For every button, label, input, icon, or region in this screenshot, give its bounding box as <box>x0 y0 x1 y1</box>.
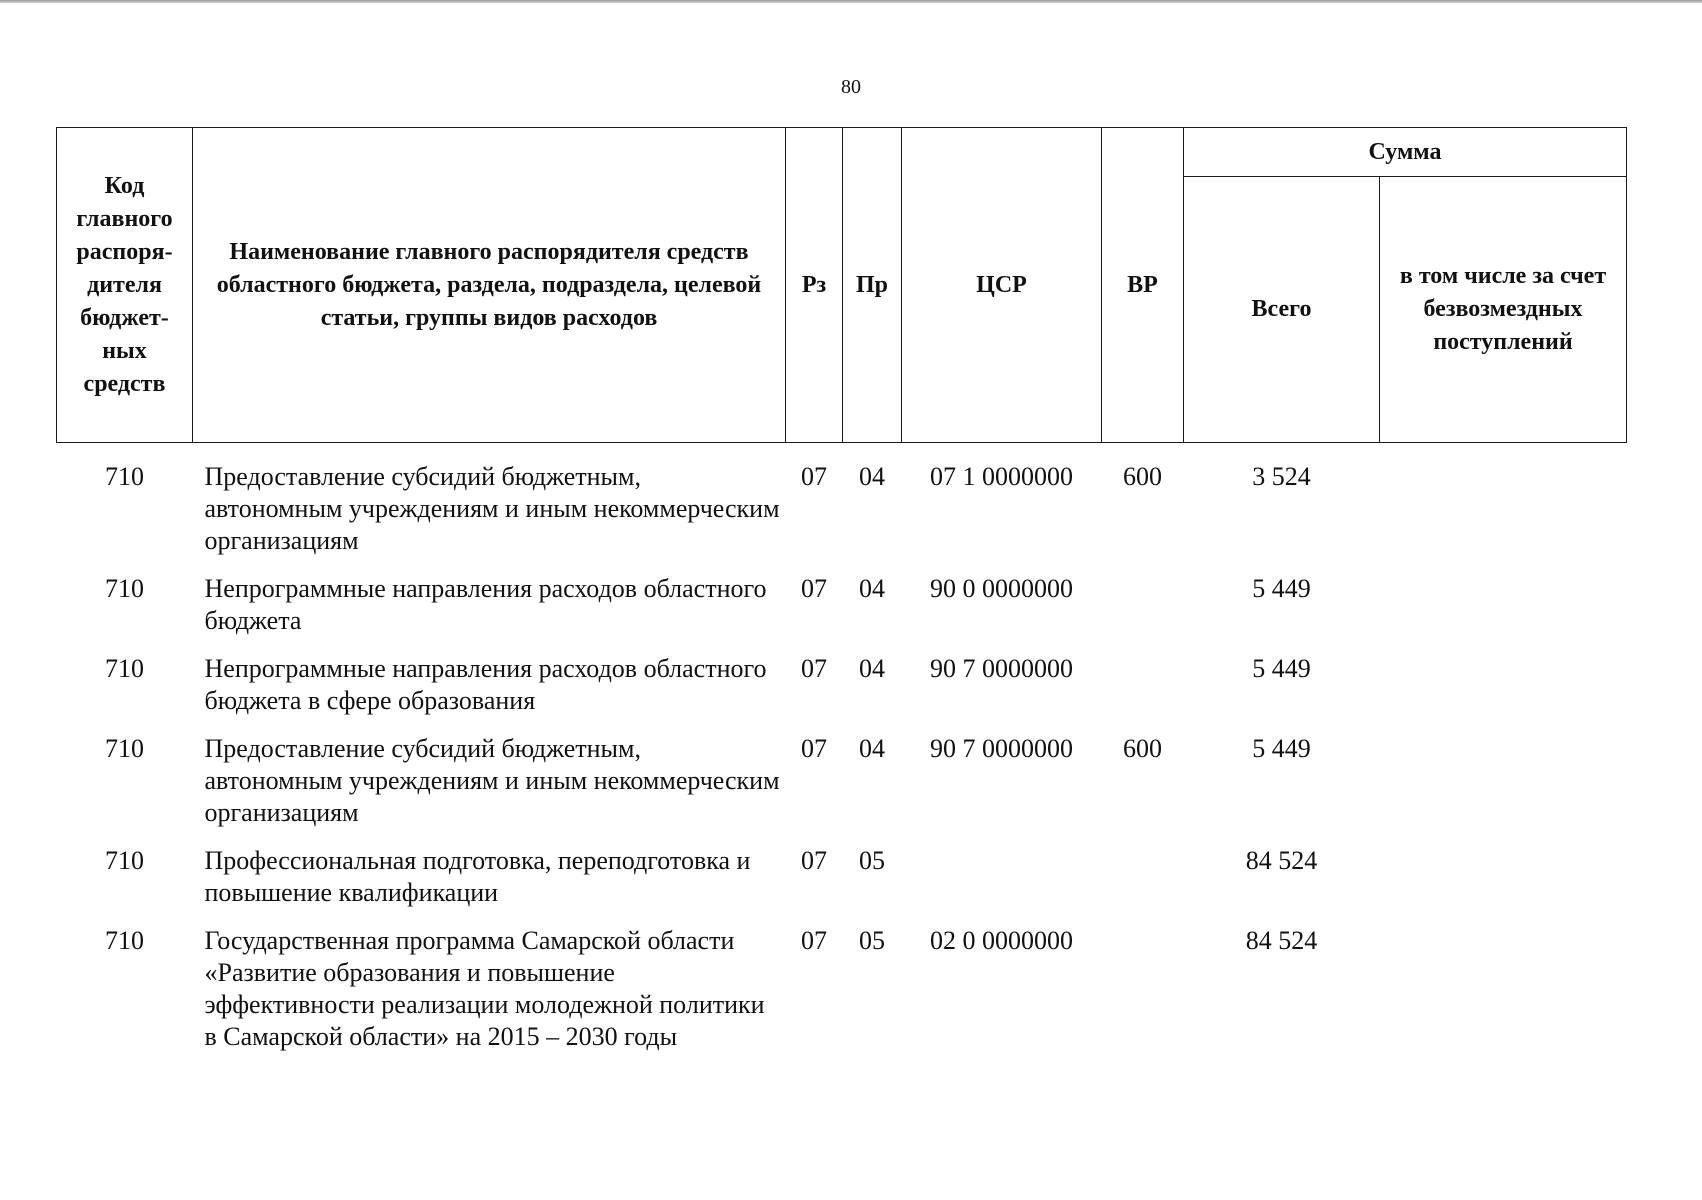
cell-total: 3 524 <box>1252 462 1311 491</box>
cell-pr: 04 <box>859 734 885 763</box>
cell-pr: 04 <box>859 574 885 603</box>
cell-pr: 05 <box>859 846 885 875</box>
header-name: Наименование главного распорядителя средств областного бюджета, раздела, подраздела, целевой статьи, группы видов расходов <box>193 128 786 443</box>
header-total: Всего <box>1184 177 1380 443</box>
cell-vr <box>1102 653 1184 733</box>
cell-csr: 02 0 0000000 <box>930 926 1073 955</box>
cell-rz: 07 <box>801 574 827 603</box>
cell-free <box>1380 443 1627 574</box>
page-number: 80 <box>841 76 861 98</box>
cell-vr: 600 <box>1123 734 1162 763</box>
cell-rz: 07 <box>801 846 827 875</box>
table-header-row <box>57 128 1627 177</box>
cell-free <box>1380 845 1627 925</box>
cell-total: 84 524 <box>1245 846 1318 875</box>
table-row <box>57 653 1627 733</box>
cell-name: Государственная программа Самарской области «Развитие образования и повышение эффективности реализации молодежной политики в Самарской области» на 2015 – 2030 годы <box>204 926 765 1051</box>
header-sum: Сумма <box>1184 128 1627 177</box>
cell-csr: 90 0 0000000 <box>930 574 1073 603</box>
header-csr: ЦСР <box>902 128 1102 443</box>
header-code: Код главного распоря-дителя бюджет-ных средств <box>57 128 193 443</box>
cell-total: 5 449 <box>1252 654 1311 683</box>
scan-top-edge <box>0 0 1702 3</box>
budget-table <box>56 127 1627 1069</box>
cell-free <box>1380 733 1627 845</box>
cell-free <box>1380 653 1627 733</box>
cell-name: Непрограммные направления расходов областного бюджета <box>204 574 767 635</box>
table-row <box>57 573 1627 653</box>
cell-pr: 05 <box>859 926 885 955</box>
header-free: в том числе за счет безвозмездных поступлений <box>1380 177 1627 443</box>
cell-code: 710 <box>105 574 144 603</box>
cell-csr: 90 7 0000000 <box>930 734 1073 763</box>
cell-vr <box>1102 573 1184 653</box>
cell-name: Предоставление субсидий бюджетным, автономным учреждениям и иным некоммерческим организациям <box>204 462 780 555</box>
header-rz: Рз <box>786 128 843 443</box>
cell-pr: 04 <box>859 462 885 491</box>
cell-rz: 07 <box>801 654 827 683</box>
cell-vr <box>1102 845 1184 925</box>
cell-code: 710 <box>105 654 144 683</box>
cell-total: 5 449 <box>1252 734 1311 763</box>
cell-rz: 07 <box>801 734 827 763</box>
header-vr: ВР <box>1102 128 1184 443</box>
cell-free <box>1380 573 1627 653</box>
cell-code: 710 <box>105 734 144 763</box>
cell-free <box>1380 925 1627 1069</box>
cell-code: 710 <box>105 846 144 875</box>
table-row <box>57 925 1627 1069</box>
table-row <box>57 845 1627 925</box>
cell-total: 5 449 <box>1252 574 1311 603</box>
cell-name: Непрограммные направления расходов областного бюджета в сфере образования <box>204 654 767 715</box>
cell-vr: 600 <box>1123 462 1162 491</box>
cell-csr <box>902 845 1102 925</box>
cell-name: Предоставление субсидий бюджетным, автономным учреждениям и иным некоммерческим организациям <box>204 734 780 827</box>
cell-code: 710 <box>105 926 144 955</box>
cell-pr: 04 <box>859 654 885 683</box>
cell-total: 84 524 <box>1245 926 1318 955</box>
cell-rz: 07 <box>801 926 827 955</box>
header-pr: Пр <box>843 128 902 443</box>
cell-csr: 90 7 0000000 <box>930 654 1073 683</box>
cell-code: 710 <box>105 462 144 491</box>
table-row <box>57 443 1627 574</box>
table-row <box>57 733 1627 845</box>
cell-name: Профессиональная подготовка, переподготовка и повышение квалификации <box>204 846 751 907</box>
cell-vr <box>1102 925 1184 1069</box>
cell-rz: 07 <box>801 462 827 491</box>
cell-csr: 07 1 0000000 <box>930 462 1073 491</box>
